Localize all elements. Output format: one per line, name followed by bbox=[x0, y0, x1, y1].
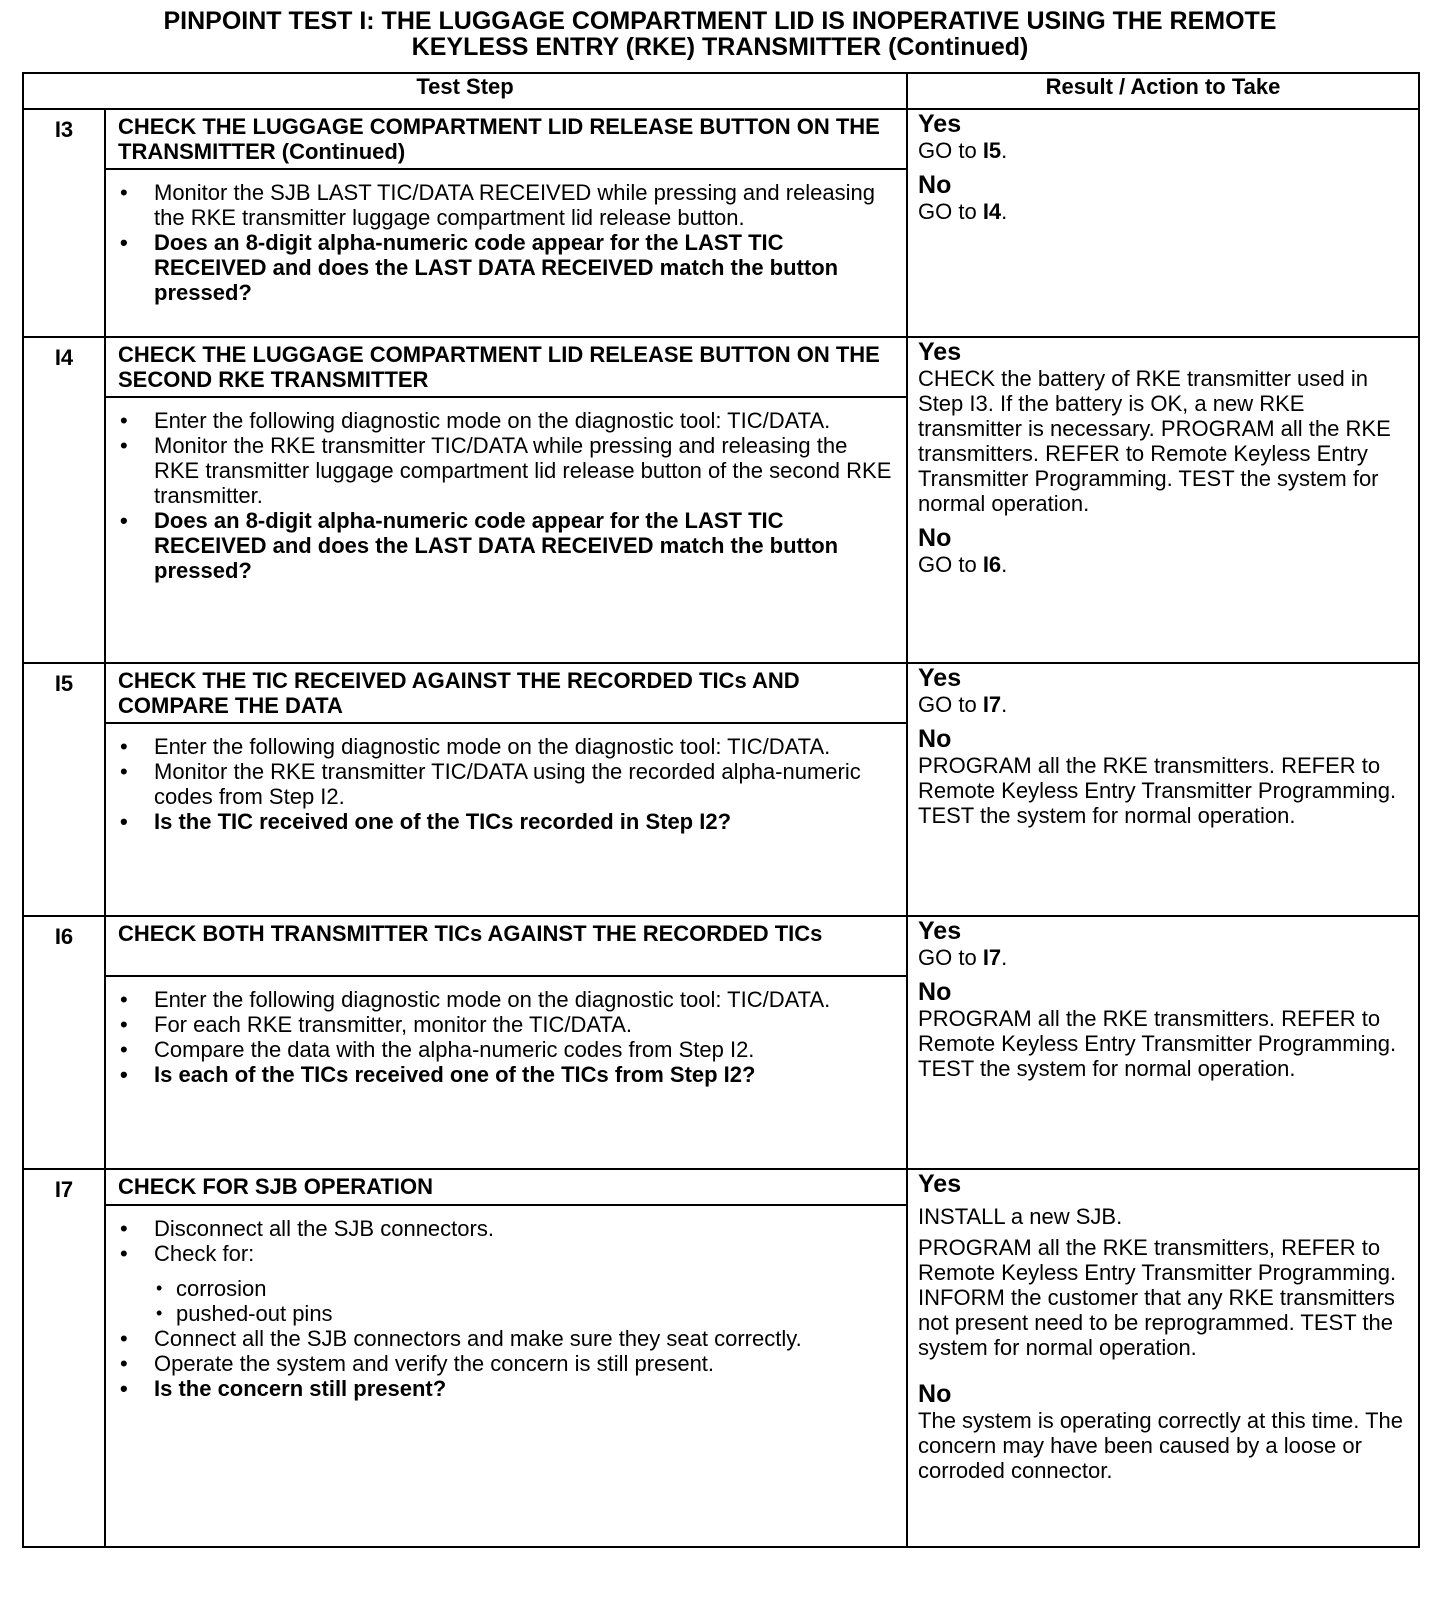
yes-label: Yes bbox=[918, 664, 962, 692]
yes-label: Yes bbox=[918, 1170, 962, 1198]
instruction-item: • Connect all the SJB connectors and make sure they seat correctly. bbox=[118, 1326, 894, 1351]
go-to-text: GO to bbox=[918, 138, 983, 163]
step-instructions bbox=[105, 976, 907, 1169]
yes-label: Yes bbox=[918, 338, 962, 366]
step-instructions bbox=[105, 397, 907, 663]
yes-label: Yes bbox=[918, 110, 962, 138]
step-number: I4 bbox=[23, 337, 105, 663]
go-to-target: I6 bbox=[982, 552, 1002, 577]
go-to-text: GO to bbox=[918, 552, 983, 577]
question-item: • Does an 8-digit alpha-numeric code appear for the LAST TIC RECEIVED and does the LAST DATA RECEIVED match the button pressed? bbox=[118, 508, 894, 583]
instruction-item bbox=[118, 1241, 894, 1326]
pinpoint-test-table bbox=[22, 72, 1420, 1548]
result-cell: Yes GO to I7. No PROGRAM all the RKE transmitters. REFER to Remote Keyless Entry Transmitter Programming. TEST the system for normal operation. bbox=[907, 916, 1419, 1169]
step-title: CHECK THE LUGGAGE COMPARTMENT LID RELEASE BUTTON ON THE TRANSMITTER (Continued) bbox=[105, 109, 907, 169]
result-cell: Yes GO to I5. No GO to I4. bbox=[907, 109, 1419, 337]
header-row bbox=[23, 73, 1419, 109]
step-row-i6 bbox=[23, 916, 1419, 976]
header-test-step: Test Step bbox=[23, 73, 907, 109]
no-label: No bbox=[918, 524, 952, 552]
step-title: CHECK THE LUGGAGE COMPARTMENT LID RELEASE BUTTON ON THE SECOND RKE TRANSMITTER bbox=[105, 337, 907, 397]
no-label: No bbox=[918, 1380, 952, 1408]
step-row-i7 bbox=[23, 1169, 1419, 1205]
result-cell: Yes GO to I7. No PROGRAM all the RKE transmitters. REFER to Remote Keyless Entry Transmitter Programming. TEST the system for normal operation. bbox=[907, 663, 1419, 916]
no-action: The system is operating correctly at this time. The concern may have been caused by a loose or corroded connector. bbox=[918, 1408, 1404, 1483]
result-cell: Yes CHECK the battery of RKE transmitter used in Step I3. If the battery is OK, a new RKE transmitter is necessary. PROGRAM all the RKE transmitters. REFER to Remote Keyless Entry Transmitter Programming. TEST the system for normal operation. No GO to I6. bbox=[907, 337, 1419, 663]
instruction-text: Check for: bbox=[154, 1241, 255, 1266]
go-to-text: GO to bbox=[918, 199, 983, 224]
step-row-i5 bbox=[23, 663, 1419, 723]
instruction-item: • For each RKE transmitter, monitor the TIC/DATA. bbox=[118, 1012, 894, 1037]
step-title: CHECK THE TIC RECEIVED AGAINST THE RECORDED TICs AND COMPARE THE DATA bbox=[105, 663, 907, 723]
step-number: I7 bbox=[23, 1169, 105, 1547]
instruction-item: • Monitor the RKE transmitter TIC/DATA while pressing and releasing the RKE transmitter luggage compartment lid release button of the second RKE transmitter. bbox=[118, 433, 894, 508]
step-number: I6 bbox=[23, 916, 105, 1169]
no-label: No bbox=[918, 725, 952, 753]
question-item: • Is each of the TICs received one of the TICs from Step I2? bbox=[118, 1062, 894, 1087]
step-row-i4 bbox=[23, 337, 1419, 397]
go-to-text: GO to bbox=[918, 692, 983, 717]
step-instructions bbox=[105, 169, 907, 337]
title-line-1: PINPOINT TEST I: THE LUGGAGE COMPARTMENT LID IS INOPERATIVE USING THE REMOTE bbox=[163, 7, 1277, 35]
step-title: CHECK BOTH TRANSMITTER TICs AGAINST THE RECORDED TICs bbox=[105, 916, 907, 976]
instruction-item: • Enter the following diagnostic mode on the diagnostic tool: TIC/DATA. bbox=[118, 408, 894, 433]
step-row-i3 bbox=[23, 109, 1419, 169]
instruction-item: • Disconnect all the SJB connectors. bbox=[118, 1216, 894, 1241]
step-title: CHECK FOR SJB OPERATION bbox=[105, 1169, 907, 1205]
instruction-item: • Monitor the RKE transmitter TIC/DATA using the recorded alpha-numeric codes from Step I2. bbox=[118, 759, 894, 809]
step-number: I3 bbox=[23, 109, 105, 337]
go-to-target: I7 bbox=[982, 945, 1002, 970]
go-to-text: GO to bbox=[918, 945, 983, 970]
no-label: No bbox=[918, 171, 952, 199]
result-cell bbox=[907, 1169, 1419, 1547]
title-line-2: KEYLESS ENTRY (RKE) TRANSMITTER (Continued) bbox=[411, 33, 1029, 61]
instruction-item: • Compare the data with the alpha-numeric codes from Step I2. bbox=[118, 1037, 894, 1062]
no-action: PROGRAM all the RKE transmitters. REFER to Remote Keyless Entry Transmitter Programming. TEST the system for normal operation. bbox=[918, 1006, 1397, 1081]
yes-action-detail: PROGRAM all the RKE transmitters, REFER to Remote Keyless Entry Transmitter Programming. INFORM the customer that any RKE transmitters not present need to be reprogrammed. TEST the system for normal operation. bbox=[918, 1235, 1397, 1360]
instruction-item: • Enter the following diagnostic mode on the diagnostic tool: TIC/DATA. bbox=[118, 987, 894, 1012]
question-item: • Does an 8-digit alpha-numeric code appear for the LAST TIC RECEIVED and does the LAST DATA RECEIVED match the button pressed? bbox=[118, 230, 894, 305]
instruction-item: • Monitor the SJB LAST TIC/DATA RECEIVED while pressing and releasing the RKE transmitter luggage compartment lid release button. bbox=[118, 180, 894, 230]
go-to-target: I4 bbox=[982, 199, 1002, 224]
page-title bbox=[20, 8, 1420, 60]
step-instructions bbox=[105, 1205, 907, 1547]
instruction-item: • Operate the system and verify the concern is still present. bbox=[118, 1351, 894, 1376]
yes-action: INSTALL a new SJB. bbox=[918, 1204, 1123, 1229]
question-item: • Is the concern still present? bbox=[118, 1376, 894, 1401]
check-item: • pushed-out pins bbox=[154, 1301, 894, 1326]
go-to-target: I7 bbox=[982, 692, 1002, 717]
no-label: No bbox=[918, 978, 952, 1006]
check-list bbox=[154, 1276, 894, 1326]
step-instructions bbox=[105, 723, 907, 916]
step-number: I5 bbox=[23, 663, 105, 916]
yes-action: CHECK the battery of RKE transmitter used in Step I3. If the battery is OK, a new RKE transmitter is necessary. PROGRAM all the RKE transmitters. REFER to Remote Keyless Entry Transmitter Programming. TEST the system for normal operation. bbox=[918, 366, 1391, 516]
yes-label: Yes bbox=[918, 917, 962, 945]
no-action: PROGRAM all the RKE transmitters. REFER to Remote Keyless Entry Transmitter Programming. TEST the system for normal operation. bbox=[918, 753, 1397, 828]
check-item: • corrosion bbox=[154, 1276, 894, 1301]
go-to-target: I5 bbox=[982, 138, 1002, 163]
header-result: Result / Action to Take bbox=[907, 73, 1419, 109]
question-item: • Is the TIC received one of the TICs recorded in Step I2? bbox=[118, 809, 894, 834]
instruction-item: • Enter the following diagnostic mode on the diagnostic tool: TIC/DATA. bbox=[118, 734, 894, 759]
